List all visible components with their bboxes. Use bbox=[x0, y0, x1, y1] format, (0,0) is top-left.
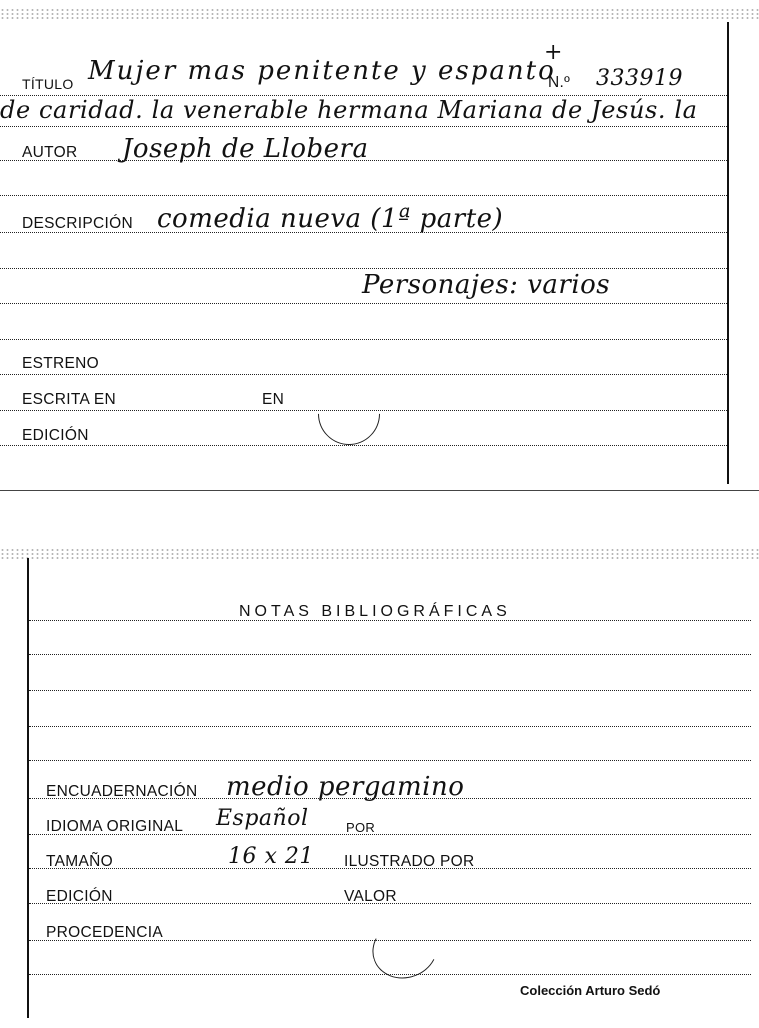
valor-label: VALOR bbox=[344, 888, 397, 905]
tamano-label: TAMAÑO bbox=[46, 853, 113, 870]
personajes-value: Personajes: varios bbox=[362, 270, 611, 300]
card-edge-texture bbox=[0, 8, 759, 20]
notas-title: NOTAS BIBLIOGRÁFICAS bbox=[239, 603, 511, 620]
numero-value: 333919 bbox=[596, 66, 683, 91]
card-edge-texture bbox=[0, 548, 759, 560]
catalog-card-front bbox=[0, 0, 759, 492]
idioma-value: Español bbox=[216, 806, 309, 831]
rule bbox=[29, 654, 751, 655]
numero-label: N.º bbox=[548, 74, 571, 91]
edicion-label: EDICIÓN bbox=[22, 427, 89, 444]
descripcion-value: comedia nueva (1ª parte) bbox=[157, 204, 504, 234]
rule bbox=[29, 620, 751, 621]
collection-credit: Colección Arturo Sedó bbox=[520, 983, 661, 998]
encuadernacion-value: medio pergamino bbox=[226, 772, 465, 802]
rule bbox=[0, 195, 727, 196]
card-right-border bbox=[727, 22, 729, 484]
rule bbox=[29, 726, 751, 727]
punch-hole bbox=[364, 910, 446, 987]
encuadernacion-label: ENCUADERNACIÓN bbox=[46, 783, 198, 800]
plus-mark: + bbox=[544, 40, 563, 65]
rule bbox=[0, 339, 727, 340]
catalog-card-back bbox=[0, 548, 759, 1018]
rule bbox=[0, 126, 727, 127]
edicion-label: EDICIÓN bbox=[46, 888, 113, 905]
rule bbox=[0, 268, 727, 269]
tamano-value: 16 x 21 bbox=[228, 844, 314, 869]
autor-value: Joseph de Llobera bbox=[122, 134, 369, 164]
rule bbox=[0, 303, 727, 304]
rule bbox=[29, 690, 751, 691]
descripcion-label: DESCRIPCIÓN bbox=[22, 215, 133, 232]
titulo-value: Mujer mas penitente y espanto bbox=[88, 56, 556, 86]
en-label: EN bbox=[262, 391, 285, 408]
estreno-label: ESTRENO bbox=[22, 355, 100, 372]
rule bbox=[29, 760, 751, 761]
card-left-border bbox=[27, 558, 29, 1018]
card-bottom-edge bbox=[0, 490, 759, 491]
por-label: POR bbox=[346, 820, 376, 835]
titulo-continuation: de caridad. la venerable hermana Mariana de Jesús. la bbox=[0, 96, 698, 124]
escrita-en-label: ESCRITA EN bbox=[22, 391, 117, 408]
procedencia-label: PROCEDENCIA bbox=[46, 924, 163, 941]
autor-label: AUTOR bbox=[22, 144, 78, 161]
titulo-label: TÍTULO bbox=[22, 76, 74, 92]
ilustrado-label: ILUSTRADO POR bbox=[344, 853, 475, 870]
idioma-label: IDIOMA ORIGINAL bbox=[46, 818, 184, 835]
rule bbox=[0, 374, 727, 375]
rule bbox=[0, 445, 727, 446]
